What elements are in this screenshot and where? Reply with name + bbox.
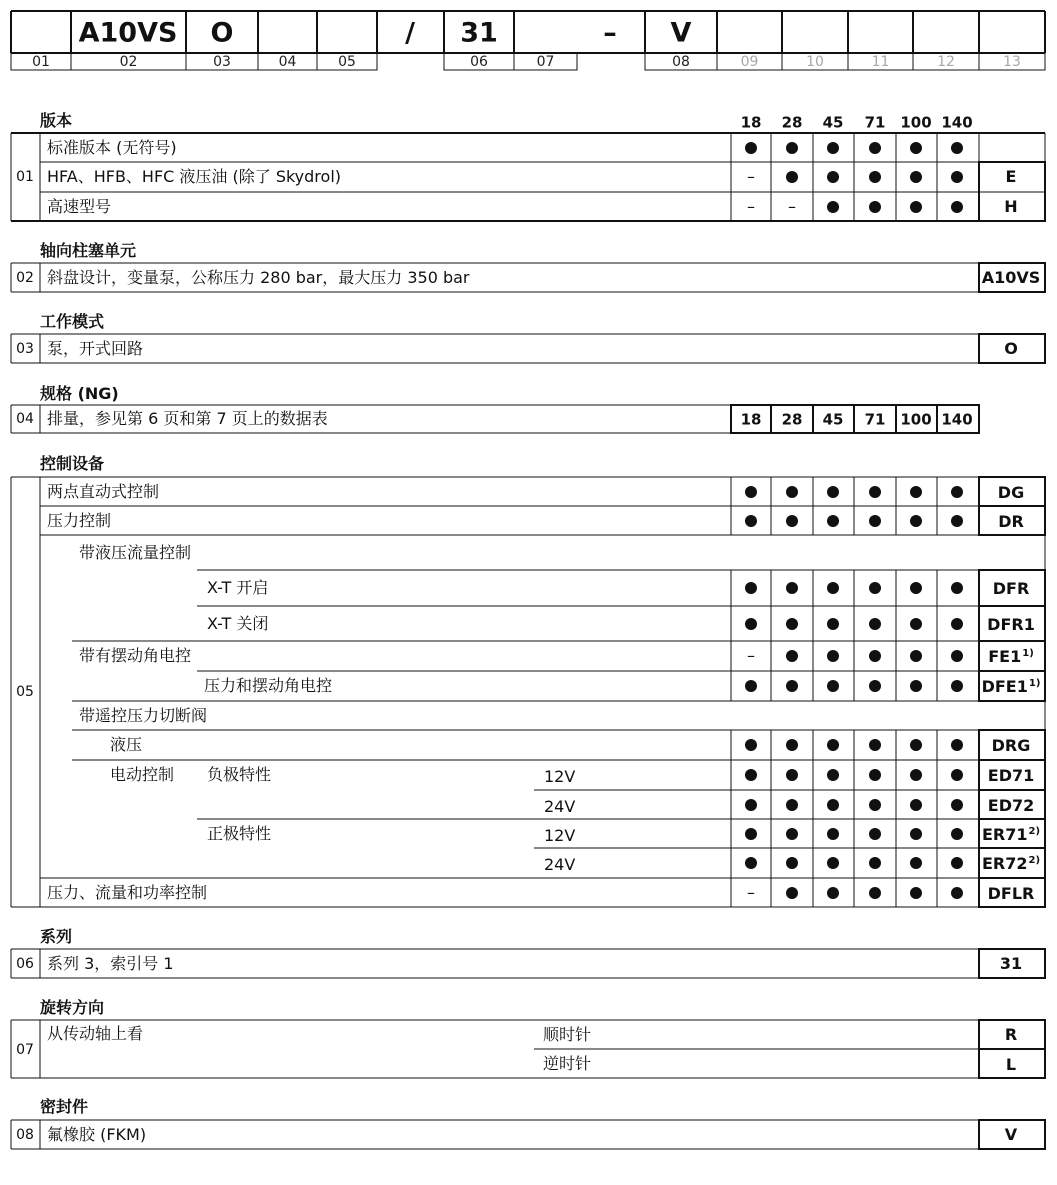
header-position-number <box>806 55 824 69</box>
size-option-text: 100 <box>900 410 932 429</box>
option-label <box>47 510 112 530</box>
order-code-text: DR <box>998 511 1024 531</box>
section-title <box>40 929 72 945</box>
header-position-number <box>537 55 555 69</box>
availability-dot <box>869 650 881 662</box>
row-number-text: 03 <box>16 340 34 357</box>
header-position-number <box>470 55 488 69</box>
row-number <box>16 342 34 356</box>
order-code <box>1004 338 1018 358</box>
row-number <box>16 1128 34 1142</box>
availability-dot <box>951 769 963 781</box>
availability-dot <box>786 650 798 662</box>
order-code <box>981 267 1041 287</box>
availability-dot <box>827 582 839 594</box>
order-code-text: 31 <box>999 953 1023 973</box>
footnote-mark: 1) <box>1028 678 1041 689</box>
rotation-option-text: 顺时针 <box>543 1025 592 1044</box>
order-code <box>987 795 1035 815</box>
availability-dot <box>827 171 839 183</box>
option-label-text: 两点直动式控制 <box>47 481 160 501</box>
availability-dot <box>745 515 757 527</box>
header-position-number <box>672 55 690 69</box>
availability-dot <box>745 618 757 630</box>
option-label <box>47 411 328 427</box>
voltage-label-text: 12V <box>544 767 576 786</box>
availability-dot <box>910 618 922 630</box>
option-sublabel <box>207 767 271 783</box>
availability-dot <box>827 828 839 840</box>
order-code-text: A10VS <box>981 267 1041 287</box>
voltage-label <box>544 769 575 785</box>
availability-dot <box>869 887 881 899</box>
availability-dot <box>951 201 963 213</box>
size-option <box>900 410 932 429</box>
availability-dot <box>910 769 922 781</box>
availability-dot <box>786 799 798 811</box>
size-option-text: 71 <box>864 410 886 429</box>
availability-dot <box>910 201 922 213</box>
header-position-number <box>120 55 138 69</box>
section-title <box>40 314 104 330</box>
availability-dot <box>951 680 963 692</box>
option-label <box>47 481 160 501</box>
header-position-number-text: 02 <box>119 54 138 70</box>
size-column-header-text: 71 <box>864 113 886 132</box>
availability-dash <box>747 648 755 664</box>
header-code-cell-text: 31 <box>460 17 498 49</box>
availability-dot <box>951 650 963 662</box>
header-position-number-text: 04 <box>278 54 297 70</box>
order-code <box>988 649 1034 665</box>
availability-dash-text: – <box>747 646 755 665</box>
header-code-cell-text: – <box>603 17 617 49</box>
header-position-number <box>872 55 890 69</box>
availability-dot <box>786 769 798 781</box>
availability-dot <box>869 171 881 183</box>
size-column-header-text: 100 <box>900 113 932 132</box>
header-code-cell-text: / <box>405 17 415 49</box>
voltage-label-text: 24V <box>544 855 576 874</box>
order-code-text: DFR1 <box>987 614 1035 634</box>
option-label <box>47 267 470 287</box>
order-code <box>1004 196 1018 216</box>
rotation-option-text: 逆时针 <box>543 1054 592 1073</box>
option-label-text: 斜盘设计，变量泵，公称压力 280 bar，最大压力 350 bar <box>47 267 470 287</box>
availability-dot <box>827 515 839 527</box>
size-option <box>941 410 973 429</box>
header-position-number-text: 05 <box>338 54 356 70</box>
order-code-text: O <box>1004 338 1018 358</box>
header-code-cell-text: V <box>670 17 692 49</box>
option-label <box>110 737 142 753</box>
footnote-mark: 2) <box>1028 855 1041 866</box>
availability-dot <box>827 142 839 154</box>
availability-dot <box>910 515 922 527</box>
option-label <box>79 705 208 725</box>
option-label-text: 电动控制 <box>110 765 175 784</box>
option-label-text: 排量，参见第 6 页和第 7 页上的数据表 <box>47 409 328 428</box>
availability-dash <box>747 169 755 185</box>
header-code-cell <box>78 17 178 49</box>
row-number-text: 07 <box>16 1042 34 1058</box>
option-label-text: 带遥控压力切断阀 <box>79 705 208 725</box>
availability-dot <box>951 515 963 527</box>
availability-dot <box>910 887 922 899</box>
availability-dot <box>827 618 839 630</box>
size-option-text: 18 <box>740 410 762 429</box>
availability-dot <box>910 171 922 183</box>
header-code-cell <box>670 17 692 49</box>
row-number-text: 04 <box>16 411 34 427</box>
size-option-text: 140 <box>941 410 973 429</box>
header-position-number <box>1003 55 1021 69</box>
availability-dot <box>869 515 881 527</box>
header-position-number-text: 03 <box>213 54 231 70</box>
availability-dot <box>786 171 798 183</box>
availability-dot <box>951 828 963 840</box>
availability-dot <box>786 887 798 899</box>
order-code <box>992 738 1031 754</box>
header-code-cell <box>210 17 234 49</box>
order-code <box>982 856 1040 872</box>
availability-dot <box>827 799 839 811</box>
availability-dot <box>827 201 839 213</box>
size-option-text: 45 <box>822 410 844 429</box>
option-label <box>47 169 341 185</box>
option-label <box>47 338 144 358</box>
section-title-text: 轴向柱塞单元 <box>40 241 137 260</box>
availability-dot <box>869 857 881 869</box>
row-number <box>16 271 34 285</box>
voltage-label-text: 24V <box>544 796 576 816</box>
section-title-text: 版本 <box>40 111 73 130</box>
availability-dot <box>786 680 798 692</box>
header-position-number-text: 06 <box>470 54 488 70</box>
option-label-text: X-T 关闭 <box>207 613 269 633</box>
availability-dot <box>951 142 963 154</box>
section-title <box>40 386 119 402</box>
availability-dot <box>869 799 881 811</box>
order-code <box>987 883 1035 903</box>
size-column-header <box>781 113 803 132</box>
availability-dot <box>745 739 757 751</box>
availability-dot <box>951 486 963 498</box>
order-code-text: DG <box>997 482 1025 502</box>
size-column-header <box>941 113 973 132</box>
order-code <box>1006 1057 1016 1073</box>
row-number-text: 08 <box>16 1126 34 1143</box>
option-label <box>110 767 174 783</box>
order-code-text: DFLR <box>987 883 1035 903</box>
availability-dot <box>827 650 839 662</box>
option-label <box>207 613 269 633</box>
size-column-header <box>740 113 762 132</box>
option-label-text: 压力和摆动角电控 <box>204 676 333 695</box>
availability-dot <box>910 857 922 869</box>
size-option-text: 28 <box>781 410 803 429</box>
option-label-text: 带有摆动角电控 <box>79 646 192 665</box>
order-code-text: ER71 <box>981 824 1028 844</box>
availability-dot <box>827 739 839 751</box>
availability-dash-text: – <box>788 196 796 216</box>
availability-dot <box>910 828 922 840</box>
size-column-header-text: 18 <box>740 113 762 132</box>
row-number-text: 02 <box>16 269 34 286</box>
option-label-text: 带液压流量控制 <box>79 542 192 562</box>
footnote-mark: 2) <box>1028 825 1041 837</box>
header-code-cell <box>603 17 617 49</box>
header-position-number <box>213 55 231 69</box>
availability-dot <box>745 857 757 869</box>
order-code <box>982 679 1041 695</box>
rotation-option <box>543 1056 591 1072</box>
availability-dot <box>869 739 881 751</box>
voltage-label <box>544 796 576 816</box>
option-label <box>204 678 332 694</box>
availability-dash <box>788 196 796 216</box>
order-code <box>997 482 1025 502</box>
option-label-text: 高速型号 <box>47 196 112 216</box>
section-title-text: 工作模式 <box>40 312 105 331</box>
header-position-number-text: 09 <box>740 54 759 70</box>
availability-dash-text: – <box>747 196 755 216</box>
availability-dot <box>827 887 839 899</box>
order-code-text: V <box>1004 1124 1018 1144</box>
option-label <box>79 648 191 664</box>
size-column-header <box>864 113 886 132</box>
option-label-text: 压力、流量和功率控制 <box>47 882 208 902</box>
rotation-option <box>543 1027 591 1043</box>
option-label <box>207 580 268 596</box>
section-title <box>40 113 72 129</box>
availability-dot <box>786 142 798 154</box>
availability-dot <box>951 171 963 183</box>
header-position-number <box>741 55 759 69</box>
order-code <box>999 953 1023 973</box>
availability-dot <box>910 486 922 498</box>
availability-dot <box>910 650 922 662</box>
order-code <box>998 511 1024 531</box>
size-column-header-text: 28 <box>781 113 803 132</box>
availability-dot <box>910 142 922 154</box>
availability-dash-text: – <box>747 882 755 902</box>
size-option <box>740 410 762 429</box>
availability-dot <box>745 582 757 594</box>
row-number <box>16 412 34 426</box>
availability-dot <box>869 486 881 498</box>
availability-dot <box>869 680 881 692</box>
availability-dot <box>827 486 839 498</box>
availability-dot <box>745 680 757 692</box>
header-position-number-text: 10 <box>806 54 824 70</box>
availability-dot <box>869 618 881 630</box>
order-code-text: L <box>1005 1055 1017 1074</box>
section-title <box>40 243 136 259</box>
order-code <box>1006 169 1017 185</box>
option-label-text: 氟橡胶 (FKM) <box>47 1124 147 1144</box>
order-code <box>1005 1027 1017 1043</box>
order-code <box>987 614 1035 634</box>
size-option <box>864 410 886 429</box>
order-code-text: DFR <box>992 579 1030 598</box>
section-title-text: 规格 (NG) <box>40 384 119 403</box>
order-code <box>993 581 1030 597</box>
row-number-text: 06 <box>16 955 34 972</box>
availability-dot <box>951 618 963 630</box>
header-position-number-text: 08 <box>672 54 690 70</box>
availability-dot <box>910 680 922 692</box>
section-title-text: 控制设备 <box>40 454 105 473</box>
availability-dot <box>786 618 798 630</box>
availability-dot <box>745 769 757 781</box>
option-label <box>47 953 174 973</box>
row-number-text: 05 <box>16 684 34 700</box>
order-code-text: ED72 <box>987 795 1035 815</box>
option-label-text: HFA、HFB、HFC 液压油 (除了 Skydrol) <box>47 167 342 186</box>
availability-dot <box>827 857 839 869</box>
section-title-text: 旋转方向 <box>40 998 105 1017</box>
order-code-text: R <box>1004 1025 1018 1044</box>
section-title-text: 密封件 <box>40 1097 89 1116</box>
option-label-text: 压力控制 <box>47 510 112 530</box>
order-code-text: ER72 <box>981 854 1028 873</box>
header-position-number <box>32 55 50 69</box>
voltage-label-text: 12V <box>544 825 576 845</box>
availability-dot <box>910 582 922 594</box>
availability-dot <box>910 799 922 811</box>
footnote-mark: 1) <box>1022 648 1034 659</box>
order-code-text: DRG <box>991 736 1031 755</box>
option-label-text: 标准版本 (无符号) <box>47 137 177 157</box>
order-code <box>1004 1124 1018 1144</box>
availability-dot <box>869 142 881 154</box>
availability-dash-text: – <box>747 167 755 186</box>
availability-dot <box>869 582 881 594</box>
section-title <box>40 1000 104 1016</box>
option-label <box>47 1026 143 1042</box>
availability-dot <box>910 739 922 751</box>
order-code-text: ED71 <box>987 766 1035 785</box>
availability-dot <box>745 486 757 498</box>
header-code-cell <box>405 17 415 49</box>
order-code-text: H <box>1004 196 1018 216</box>
size-column-header <box>822 113 844 132</box>
section-title <box>40 456 104 472</box>
option-sublabel <box>207 823 272 843</box>
size-option <box>781 410 803 429</box>
option-label <box>47 1124 147 1144</box>
option-label-text: X-T 开启 <box>207 578 269 597</box>
availability-dot <box>786 515 798 527</box>
option-label <box>47 137 177 157</box>
option-sublabel-text: 负极特性 <box>207 765 272 784</box>
availability-dash <box>747 882 755 902</box>
option-label <box>47 196 112 216</box>
option-sublabel-text: 正极特性 <box>207 823 272 843</box>
header-position-number-text: 13 <box>1003 54 1021 70</box>
availability-dot <box>951 739 963 751</box>
section-title-text: 系列 <box>40 927 73 946</box>
availability-dot <box>786 857 798 869</box>
availability-dot <box>827 769 839 781</box>
availability-dot <box>827 680 839 692</box>
header-position-number-text: 12 <box>937 54 955 70</box>
header-position-number <box>937 55 955 69</box>
section-title <box>40 1099 88 1115</box>
row-number <box>16 1043 34 1057</box>
availability-dot <box>951 857 963 869</box>
availability-dot <box>951 887 963 899</box>
availability-dot <box>786 486 798 498</box>
option-label-text: 泵，开式回路 <box>47 338 144 358</box>
availability-dot <box>951 582 963 594</box>
availability-dot <box>869 201 881 213</box>
size-column-header <box>900 113 932 132</box>
row-number-text: 01 <box>16 169 34 185</box>
order-code-text: FE1 <box>988 647 1022 666</box>
availability-dot <box>869 769 881 781</box>
size-option <box>822 410 844 429</box>
order-code <box>981 824 1041 844</box>
option-label <box>47 882 208 902</box>
option-label-text: 液压 <box>110 735 143 754</box>
header-position-number <box>279 55 297 69</box>
option-label <box>79 542 192 562</box>
order-code-text: DFE1 <box>981 677 1028 696</box>
availability-dot <box>745 142 757 154</box>
header-position-number-text: 11 <box>871 54 890 70</box>
availability-dot <box>786 739 798 751</box>
option-label-text: 从传动轴上看 <box>47 1024 144 1043</box>
header-position-number-text: 07 <box>536 54 555 70</box>
voltage-label <box>544 857 575 873</box>
header-position-number <box>338 55 356 69</box>
row-number <box>16 685 34 699</box>
order-code-text: E <box>1005 167 1017 186</box>
availability-dot <box>745 828 757 840</box>
size-column-header-text: 45 <box>822 113 844 132</box>
header-code-cell-text: O <box>210 17 234 49</box>
option-label-text: 系列 3，索引号 1 <box>47 953 174 973</box>
availability-dot <box>786 828 798 840</box>
availability-dot <box>951 799 963 811</box>
order-code <box>988 768 1034 784</box>
availability-dash <box>747 196 755 216</box>
header-code-cell <box>460 17 498 49</box>
availability-dot <box>869 828 881 840</box>
size-column-header-text: 140 <box>941 113 973 132</box>
availability-dot <box>745 799 757 811</box>
row-number <box>16 170 34 184</box>
availability-dot <box>786 582 798 594</box>
header-position-number-text: 01 <box>32 54 50 70</box>
header-code-cell-text: A10VS <box>78 17 178 49</box>
voltage-label <box>544 825 576 845</box>
row-number <box>16 957 34 971</box>
